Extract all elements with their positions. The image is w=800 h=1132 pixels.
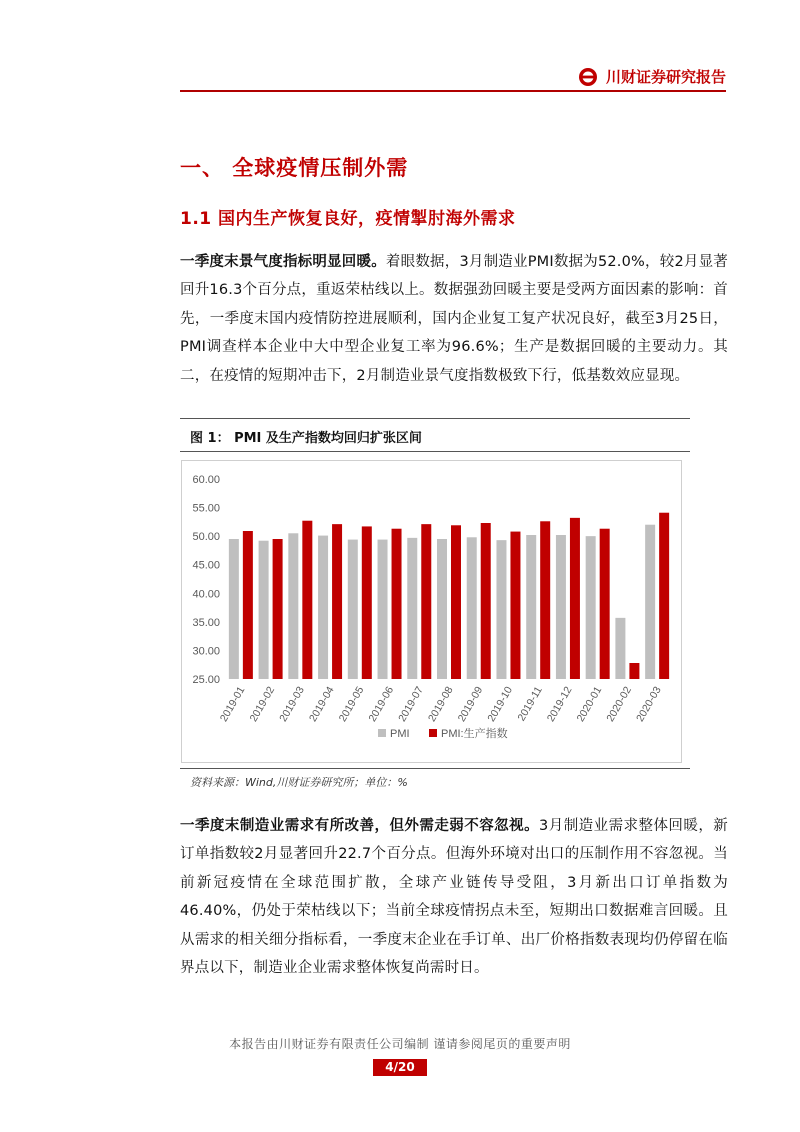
paragraph-2 bbox=[180, 812, 728, 982]
bar-production-index bbox=[451, 525, 461, 679]
figure-source: 资料来源：Wind,川财证券研究所；单位：% bbox=[190, 776, 408, 789]
y-tick-label: 35.00 bbox=[192, 616, 220, 629]
x-tick-label: 2019-05 bbox=[336, 684, 367, 724]
bar-pmi bbox=[318, 536, 328, 679]
bar-pmi bbox=[229, 539, 239, 679]
bar-production-index bbox=[659, 513, 669, 679]
subsection-heading: 1.1 国内生产恢复良好，疫情掣肘海外需求 bbox=[180, 209, 516, 229]
y-tick-label: 60.00 bbox=[192, 474, 220, 486]
bar-pmi bbox=[348, 540, 358, 679]
figure-title: 图 1： PMI 及生产指数均回归扩张区间 bbox=[190, 431, 422, 446]
bar-pmi bbox=[288, 533, 298, 679]
x-tick-label: 2019-07 bbox=[396, 684, 426, 724]
bar-production-index bbox=[629, 663, 639, 679]
x-tick-label: 2019-06 bbox=[366, 684, 397, 724]
y-tick-label: 40.00 bbox=[192, 588, 220, 601]
paragraph-1 bbox=[180, 248, 728, 390]
figure-top-rule bbox=[180, 418, 690, 419]
bar-production-index bbox=[392, 529, 402, 679]
paragraph-1-lead: 一季度末景气度指标明显回暖。 bbox=[180, 254, 386, 270]
bar-pmi bbox=[556, 535, 566, 679]
x-tick-label: 2019-12 bbox=[544, 684, 575, 724]
bar-production-index bbox=[302, 521, 312, 679]
y-tick-label: 45.00 bbox=[192, 559, 220, 572]
bar-production-index bbox=[510, 532, 520, 679]
bar-pmi bbox=[378, 540, 388, 679]
bar-production-index bbox=[243, 531, 253, 679]
x-tick-label: 2019-04 bbox=[306, 684, 337, 724]
figure-bottom-rule bbox=[180, 768, 690, 769]
bar-pmi bbox=[586, 536, 596, 679]
x-tick-label: 2020-01 bbox=[574, 684, 605, 724]
y-tick-label: 50.00 bbox=[192, 531, 220, 544]
bar-production-index bbox=[273, 539, 283, 679]
bar-pmi bbox=[437, 539, 447, 679]
bar-production-index bbox=[421, 524, 431, 679]
x-tick-label: 2019-10 bbox=[485, 684, 516, 724]
legend-label: PMI bbox=[390, 728, 410, 740]
bar-production-index bbox=[481, 523, 491, 679]
bar-production-index bbox=[362, 526, 372, 679]
paragraph-1-body: 着眼数据，3月制造业PMI数据为52.0%，较2月显著回升16.3个百分点，重返荣枯线以上。数据强劲回暖主要是受两方面因素的影响：首先，一季度末国内疫情防控进展顺利，国内企业复工复产状况良好，截至3月25日，PMI调查样本企业中大中型企业复工率为96.6%；生产是数据回暖的主要动力。其二，在疫情的短期冲击下，2月制造业景气度指数极致下行，低基数效应显现。 bbox=[180, 254, 728, 384]
x-tick-label: 2019-11 bbox=[515, 684, 545, 724]
y-tick-label: 25.00 bbox=[192, 674, 220, 686]
chart-frame bbox=[181, 460, 682, 763]
paragraph-2-lead: 一季度末制造业需求有所改善，但外需走弱不容忽视。 bbox=[180, 818, 540, 834]
x-tick-label: 2019-09 bbox=[455, 684, 486, 724]
bar-pmi bbox=[407, 538, 417, 679]
legend-label: PMI:生产指数 bbox=[441, 728, 508, 740]
y-tick-label: 55.00 bbox=[192, 502, 220, 515]
paragraph-2-body: 3月制造业需求整体回暖，新订单指数较2月显著回升22.7个百分点。但海外环境对出口的压制作用不容忽视。当前新冠疫情在全球范围扩散，全球产业链传导受阻，3月新出口订单指数为46.40%，仍处于荣枯线以下；当前全球疫情拐点未至，短期出口数据难言回暖。且从需求的相关细分指标看，一季度末企业在手订单、出厂价格指数表现均仍停留在临界点以下，制造业企业需求整体恢复尚需时日。 bbox=[180, 818, 728, 977]
x-tick-label: 2019-08 bbox=[425, 684, 456, 724]
y-tick-label: 30.00 bbox=[192, 645, 220, 658]
bar-pmi bbox=[615, 618, 625, 679]
legend-swatch bbox=[378, 729, 386, 737]
brand-title: 川财证券研究报告 bbox=[605, 68, 726, 86]
footer-notice: 本报告由川财证券有限责任公司编制 谨请参阅尾页的重要声明 bbox=[229, 1037, 571, 1051]
chuancai-logo-icon bbox=[578, 67, 598, 87]
bar-production-index bbox=[540, 521, 550, 679]
legend-swatch bbox=[429, 729, 437, 737]
x-tick-label: 2019-02 bbox=[247, 684, 278, 724]
section-heading: 一、 全球疫情压制外需 bbox=[180, 156, 409, 180]
bar-pmi bbox=[526, 535, 536, 679]
bar-pmi bbox=[259, 541, 269, 679]
figure-title-rule bbox=[180, 451, 690, 452]
x-tick-label: 2019-01 bbox=[217, 684, 248, 724]
bar-production-index bbox=[332, 524, 342, 679]
x-tick-label: 2020-03 bbox=[634, 684, 664, 724]
bar-pmi bbox=[496, 540, 506, 679]
page-number: 4/20 bbox=[373, 1059, 427, 1076]
page-header bbox=[180, 60, 726, 90]
bar-production-index bbox=[570, 518, 580, 679]
bar-production-index bbox=[600, 529, 610, 679]
header-rule bbox=[180, 90, 726, 92]
bar-pmi bbox=[467, 537, 477, 679]
brand bbox=[578, 66, 726, 87]
x-tick-label: 2020-02 bbox=[604, 684, 634, 724]
bar-pmi bbox=[645, 525, 655, 679]
x-tick-label: 2019-03 bbox=[277, 684, 307, 724]
pmi-bar-chart bbox=[182, 461, 681, 762]
